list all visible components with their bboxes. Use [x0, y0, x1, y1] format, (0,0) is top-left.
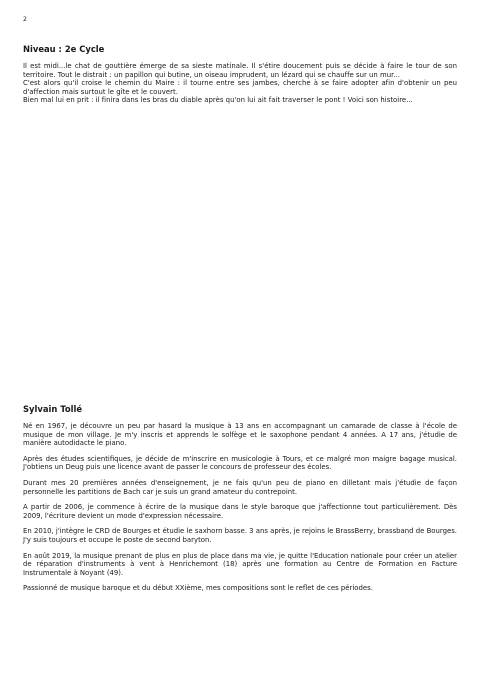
bio-heading: Sylvain Tollé [23, 404, 82, 414]
bio-paragraph-5: En 2010, j'intègre le CRD de Bourges et étudie le saxhorn basse. 3 ans après, je rejoins le BrassBerry, brassband de Bourges. J'y suis toujours et occupe le poste de second baryton. [23, 527, 457, 544]
level-section [23, 44, 457, 105]
bio-paragraph-7: Passionné de musique baroque et du début XXième, mes compositions sont le reflet de ces périodes. [23, 584, 373, 593]
bio-paragraph-6: En août 2019, la musique prenant de plus en plus de place dans ma vie, je quitte l'Education nationale pour créer un atelier de réparation d'instruments à vent à Henrichemont (18) après une formation au Centre de Formation en Facture Instrumentale à Noyant (49). [23, 551, 457, 577]
story-line-2: C'est alors qu'il croise le chemin du Maire : il tourne entre ses jambes, cherche à se faire adopter afin d'obtenir un peu d'affection mais surtout le gîte et le couvert. [23, 79, 457, 96]
bio-paragraph-2: Après des études scientifiques, je décide de m'inscrire en musicologie à Tours, et ce malgré mon maigre bagage musical. J'obtiens un Deug puis une licence avant de passer le concours de professeur des écoles. [23, 454, 457, 472]
page-number: 2 [23, 16, 27, 23]
bio-paragraph-4: A partir de 2006, je commence à écrire de la musique dans le style baroque que j'affectionne tout particulièrement. Dès 2009, l'écriture devient un mode d'expression nécessaire. [23, 503, 457, 520]
story-line-1: Il est midi...le chat de gouttière émerge de sa sieste matinale. Il s'étire doucement puis se décide à faire le tour de son territoire. Tout le distrait : un papillon qui butine, un oiseau imprudent, un lézard qui se chauffe sur un mur... [23, 62, 457, 79]
level-heading: Niveau : 2e Cycle [23, 44, 105, 54]
bio-section [23, 404, 457, 600]
bio-paragraph-3: Durant mes 20 premières années d'enseignement, je ne fais qu'un peu de piano en dilletant mais j'étudie de façon personnelle les partitions de Bach car je suis un grand amateur du contrepoint. [23, 478, 457, 496]
story-line-3: Bien mal lui en prit : il finira dans les bras du diable après qu'on lui ait fait traverser le pont ! Voici son histoire... [23, 96, 413, 105]
bio-paragraph-1: Né en 1967, je découvre un peu par hasard la musique à 13 ans en accompagnant un camarade de classe à l'école de musique de mon village. Je m'y inscris et apprends le solfège et le saxophone pendant 4 années. A 17 ans, j'étudie de manière autodidacte le piano. [23, 422, 457, 448]
